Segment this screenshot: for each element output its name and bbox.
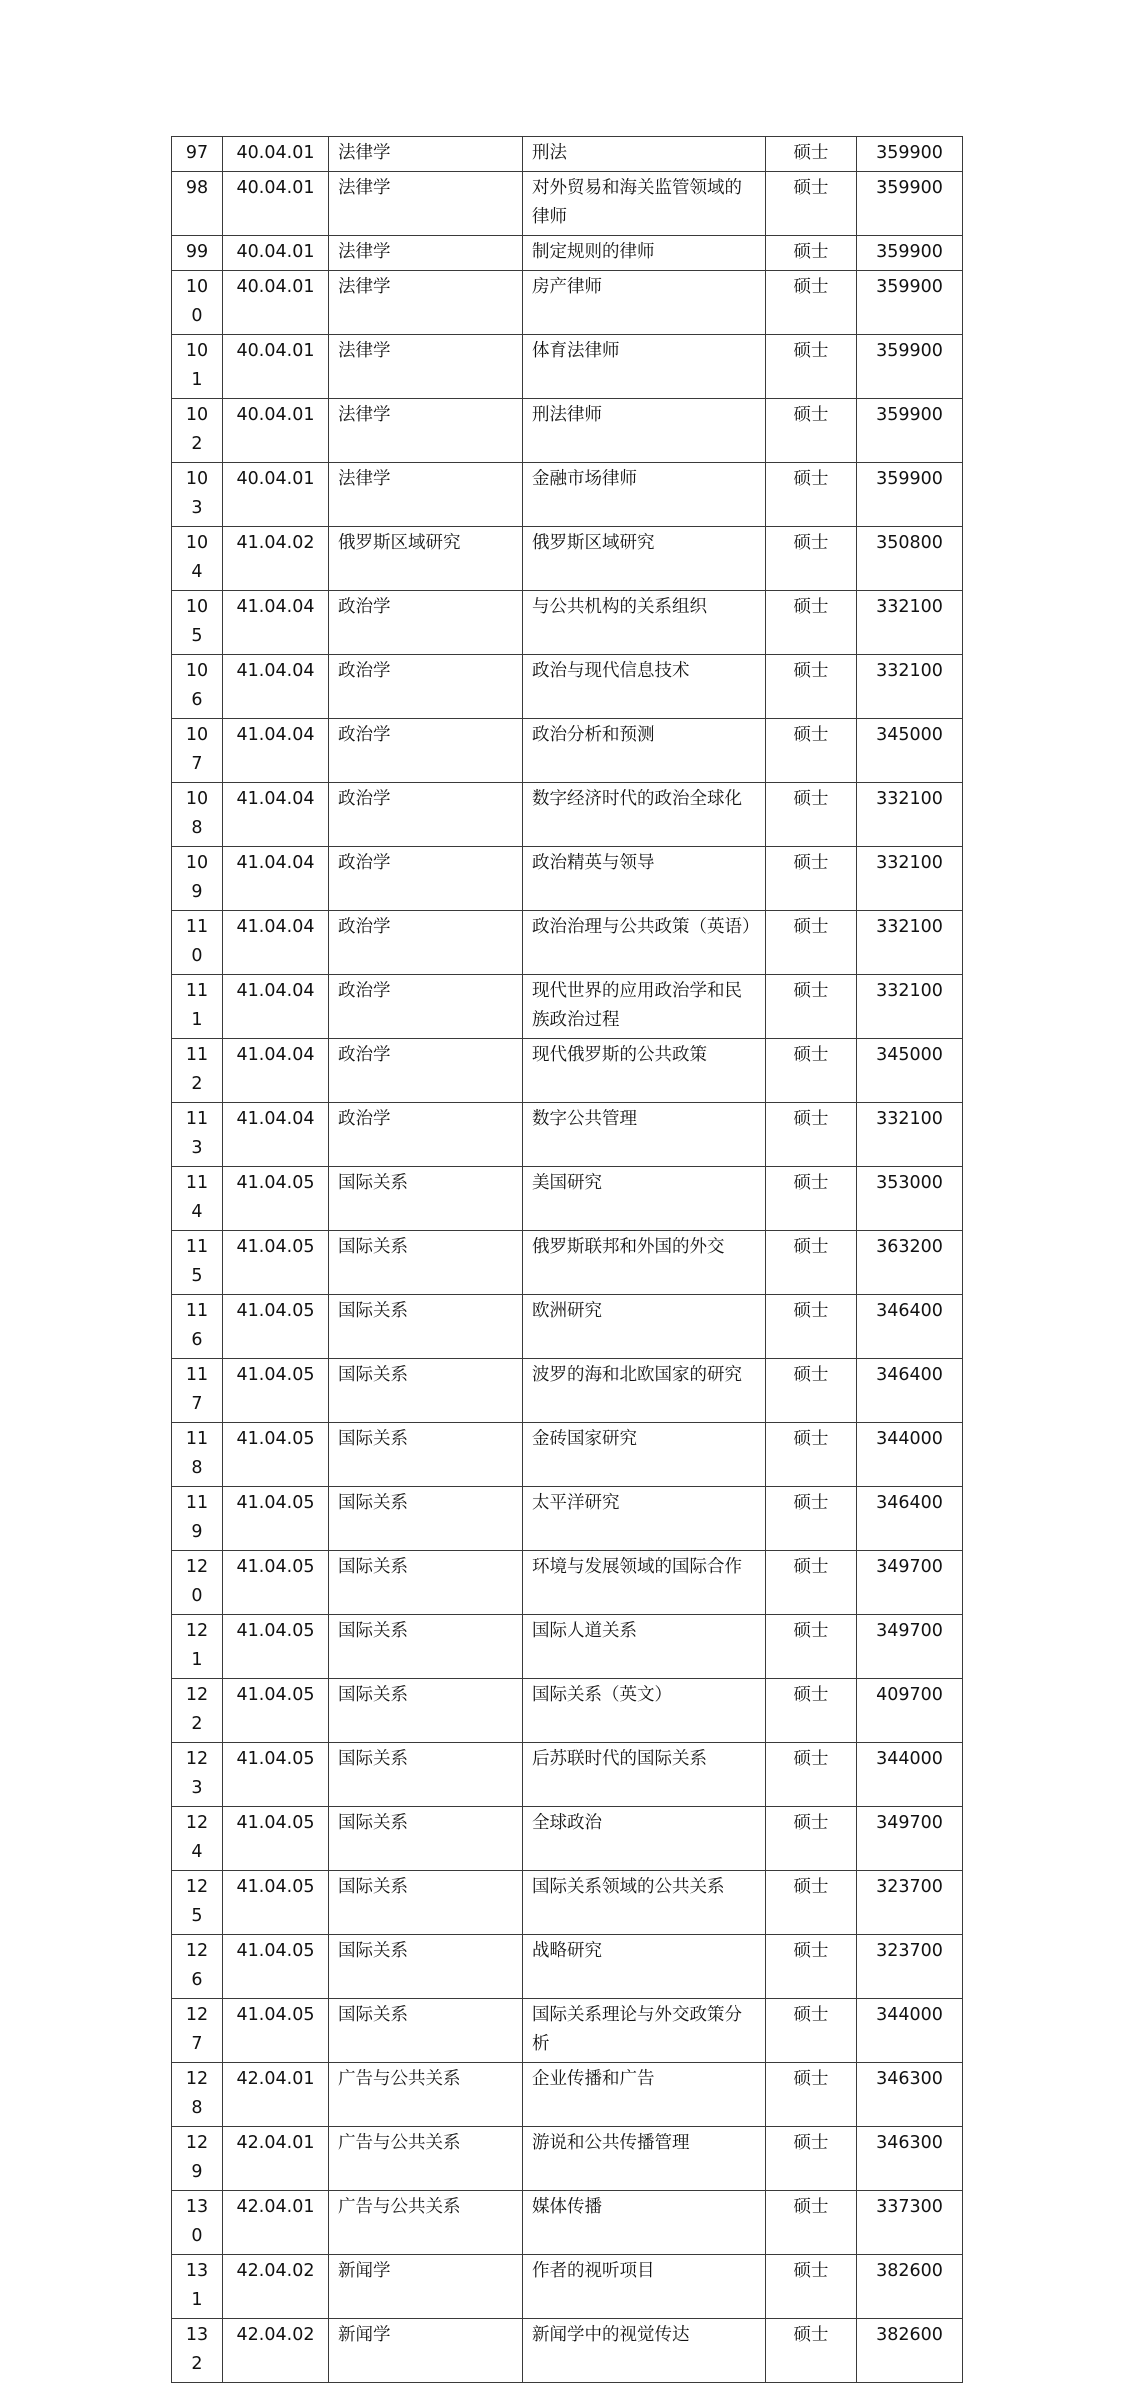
tuition-fee-cell: 345000: [857, 1039, 963, 1103]
degree-cell: 硕士: [766, 1615, 857, 1679]
row-number-cell: 120: [172, 1551, 223, 1615]
program-name-cell: 作者的视听项目: [523, 2255, 766, 2319]
row-number-cell: 132: [172, 2319, 223, 2383]
program-name-cell: 现代俄罗斯的公共政策: [523, 1039, 766, 1103]
major-code-cell: 40.04.01: [223, 236, 329, 271]
major-code-cell: 41.04.05: [223, 1231, 329, 1295]
table-row: [172, 1807, 963, 1871]
tuition-fee-cell: 350800: [857, 527, 963, 591]
major-name-cell: 新闻学: [329, 2319, 523, 2383]
row-number-cell: 109: [172, 847, 223, 911]
major-code-cell: 41.04.04: [223, 783, 329, 847]
degree-cell: 硕士: [766, 1423, 857, 1487]
major-name-cell: 政治学: [329, 1039, 523, 1103]
major-code-cell: 41.04.04: [223, 911, 329, 975]
row-number-cell: 127: [172, 1999, 223, 2063]
degree-cell: 硕士: [766, 847, 857, 911]
table-row: [172, 1615, 963, 1679]
major-code-cell: 41.04.02: [223, 527, 329, 591]
program-name-cell: 俄罗斯联邦和外国的外交: [523, 1231, 766, 1295]
program-name-cell: 俄罗斯区域研究: [523, 527, 766, 591]
row-number-cell: 126: [172, 1935, 223, 1999]
table-row: [172, 975, 963, 1039]
row-number-cell: 123: [172, 1743, 223, 1807]
program-name-cell: 刑法: [523, 137, 766, 172]
major-code-cell: 40.04.01: [223, 463, 329, 527]
tuition-fee-cell: 359900: [857, 236, 963, 271]
degree-cell: 硕士: [766, 1871, 857, 1935]
major-code-cell: 42.04.02: [223, 2255, 329, 2319]
major-name-cell: 国际关系: [329, 1359, 523, 1423]
major-code-cell: 41.04.04: [223, 655, 329, 719]
table-row: [172, 591, 963, 655]
degree-cell: 硕士: [766, 1807, 857, 1871]
major-code-cell: 41.04.05: [223, 1807, 329, 1871]
tuition-fee-cell: 349700: [857, 1615, 963, 1679]
major-code-cell: 41.04.04: [223, 975, 329, 1039]
major-code-cell: 41.04.05: [223, 1615, 329, 1679]
degree-cell: 硕士: [766, 137, 857, 172]
table-row: [172, 2319, 963, 2383]
major-code-cell: 41.04.05: [223, 1295, 329, 1359]
major-name-cell: 新闻学: [329, 2255, 523, 2319]
program-name-cell: 战略研究: [523, 1935, 766, 1999]
major-name-cell: 政治学: [329, 911, 523, 975]
major-code-cell: 41.04.05: [223, 1679, 329, 1743]
row-number-cell: 125: [172, 1871, 223, 1935]
table-row: [172, 463, 963, 527]
major-name-cell: 国际关系: [329, 1295, 523, 1359]
major-name-cell: 政治学: [329, 1103, 523, 1167]
tuition-fee-cell: 353000: [857, 1167, 963, 1231]
program-name-cell: 新闻学中的视觉传达: [523, 2319, 766, 2383]
table-row: [172, 1231, 963, 1295]
table-row: [172, 911, 963, 975]
row-number-cell: 122: [172, 1679, 223, 1743]
row-number-cell: 119: [172, 1487, 223, 1551]
tuition-fee-cell: 332100: [857, 911, 963, 975]
table-row: [172, 137, 963, 172]
degree-cell: 硕士: [766, 591, 857, 655]
tuition-fee-cell: 345000: [857, 719, 963, 783]
tuition-fee-cell: 323700: [857, 1871, 963, 1935]
row-number-cell: 112: [172, 1039, 223, 1103]
major-code-cell: 41.04.05: [223, 1487, 329, 1551]
degree-cell: 硕士: [766, 2319, 857, 2383]
major-code-cell: 41.04.04: [223, 719, 329, 783]
major-name-cell: 广告与公共关系: [329, 2127, 523, 2191]
major-code-cell: 42.04.01: [223, 2063, 329, 2127]
major-code-cell: 42.04.01: [223, 2127, 329, 2191]
program-name-cell: 现代世界的应用政治学和民族政治过程: [523, 975, 766, 1039]
tuition-fee-cell: 359900: [857, 463, 963, 527]
table-row: [172, 1743, 963, 1807]
major-code-cell: 41.04.05: [223, 1743, 329, 1807]
major-name-cell: 法律学: [329, 137, 523, 172]
major-name-cell: 法律学: [329, 236, 523, 271]
table-row: [172, 655, 963, 719]
major-code-cell: 41.04.04: [223, 591, 329, 655]
major-name-cell: 国际关系: [329, 1487, 523, 1551]
table-row: [172, 1551, 963, 1615]
major-name-cell: 法律学: [329, 335, 523, 399]
degree-cell: 硕士: [766, 1551, 857, 1615]
program-name-cell: 金砖国家研究: [523, 1423, 766, 1487]
major-code-cell: 41.04.04: [223, 1039, 329, 1103]
degree-cell: 硕士: [766, 1231, 857, 1295]
table-row: [172, 399, 963, 463]
tuition-fee-cell: 359900: [857, 335, 963, 399]
major-name-cell: 国际关系: [329, 1423, 523, 1487]
degree-cell: 硕士: [766, 1487, 857, 1551]
degree-cell: 硕士: [766, 1295, 857, 1359]
table-row: [172, 271, 963, 335]
table-row: [172, 172, 963, 236]
major-code-cell: 41.04.05: [223, 1935, 329, 1999]
major-code-cell: 40.04.01: [223, 137, 329, 172]
row-number-cell: 101: [172, 335, 223, 399]
major-name-cell: 政治学: [329, 591, 523, 655]
table-row: [172, 1359, 963, 1423]
degree-cell: 硕士: [766, 1743, 857, 1807]
major-name-cell: 国际关系: [329, 1999, 523, 2063]
table-row: [172, 1423, 963, 1487]
major-code-cell: 41.04.05: [223, 1167, 329, 1231]
tuition-fee-cell: 337300: [857, 2191, 963, 2255]
tuition-fee-cell: 332100: [857, 847, 963, 911]
program-name-cell: 制定规则的律师: [523, 236, 766, 271]
tuition-fee-cell: 332100: [857, 975, 963, 1039]
row-number-cell: 111: [172, 975, 223, 1039]
tuition-fee-cell: 332100: [857, 655, 963, 719]
major-name-cell: 政治学: [329, 975, 523, 1039]
row-number-cell: 108: [172, 783, 223, 847]
major-name-cell: 法律学: [329, 172, 523, 236]
major-code-cell: 41.04.04: [223, 847, 329, 911]
row-number-cell: 128: [172, 2063, 223, 2127]
degree-cell: 硕士: [766, 1167, 857, 1231]
row-number-cell: 97: [172, 137, 223, 172]
tuition-fee-cell: 332100: [857, 591, 963, 655]
table-row: [172, 1871, 963, 1935]
degree-cell: 硕士: [766, 911, 857, 975]
row-number-cell: 100: [172, 271, 223, 335]
degree-cell: 硕士: [766, 783, 857, 847]
program-name-cell: 政治与现代信息技术: [523, 655, 766, 719]
program-name-cell: 数字经济时代的政治全球化: [523, 783, 766, 847]
row-number-cell: 103: [172, 463, 223, 527]
program-name-cell: 太平洋研究: [523, 1487, 766, 1551]
program-name-cell: 政治分析和预测: [523, 719, 766, 783]
row-number-cell: 98: [172, 172, 223, 236]
major-code-cell: 42.04.02: [223, 2319, 329, 2383]
table-row: [172, 1487, 963, 1551]
degree-cell: 硕士: [766, 655, 857, 719]
program-name-cell: 波罗的海和北欧国家的研究: [523, 1359, 766, 1423]
major-code-cell: 40.04.01: [223, 172, 329, 236]
major-code-cell: 40.04.01: [223, 335, 329, 399]
program-name-cell: 美国研究: [523, 1167, 766, 1231]
tuition-fee-cell: 359900: [857, 137, 963, 172]
row-number-cell: 115: [172, 1231, 223, 1295]
major-name-cell: 国际关系: [329, 1615, 523, 1679]
major-name-cell: 国际关系: [329, 1935, 523, 1999]
table-row: [172, 1679, 963, 1743]
program-name-cell: 媒体传播: [523, 2191, 766, 2255]
major-name-cell: 国际关系: [329, 1551, 523, 1615]
major-code-cell: 41.04.04: [223, 1103, 329, 1167]
major-name-cell: 国际关系: [329, 1807, 523, 1871]
degree-cell: 硕士: [766, 463, 857, 527]
major-name-cell: 政治学: [329, 719, 523, 783]
program-name-cell: 体育法律师: [523, 335, 766, 399]
degree-cell: 硕士: [766, 399, 857, 463]
tuition-fee-cell: 346400: [857, 1295, 963, 1359]
program-name-cell: 国际关系理论与外交政策分析: [523, 1999, 766, 2063]
row-number-cell: 118: [172, 1423, 223, 1487]
table-body: [172, 137, 963, 2383]
program-name-cell: 欧洲研究: [523, 1295, 766, 1359]
program-name-cell: 刑法律师: [523, 399, 766, 463]
table-row: [172, 783, 963, 847]
degree-cell: 硕士: [766, 335, 857, 399]
row-number-cell: 129: [172, 2127, 223, 2191]
tuition-fee-cell: 359900: [857, 399, 963, 463]
table-row: [172, 2063, 963, 2127]
row-number-cell: 117: [172, 1359, 223, 1423]
table-row: [172, 335, 963, 399]
row-number-cell: 113: [172, 1103, 223, 1167]
tuition-fee-cell: 344000: [857, 1743, 963, 1807]
tuition-fee-cell: 323700: [857, 1935, 963, 1999]
table-row: [172, 1999, 963, 2063]
row-number-cell: 106: [172, 655, 223, 719]
degree-cell: 硕士: [766, 271, 857, 335]
tuition-fee-cell: 346300: [857, 2127, 963, 2191]
row-number-cell: 124: [172, 1807, 223, 1871]
table-row: [172, 2255, 963, 2319]
table-row: [172, 1103, 963, 1167]
degree-cell: 硕士: [766, 975, 857, 1039]
program-name-cell: 企业传播和广告: [523, 2063, 766, 2127]
tuition-fee-cell: 332100: [857, 1103, 963, 1167]
row-number-cell: 104: [172, 527, 223, 591]
major-code-cell: 42.04.01: [223, 2191, 329, 2255]
table-row: [172, 719, 963, 783]
row-number-cell: 114: [172, 1167, 223, 1231]
program-name-cell: 房产律师: [523, 271, 766, 335]
degree-cell: 硕士: [766, 2127, 857, 2191]
major-code-cell: 41.04.05: [223, 1551, 329, 1615]
tuition-fee-cell: 349700: [857, 1551, 963, 1615]
table-row: [172, 1039, 963, 1103]
major-code-cell: 41.04.05: [223, 1359, 329, 1423]
table-row: [172, 1295, 963, 1359]
degree-cell: 硕士: [766, 2191, 857, 2255]
program-name-cell: 与公共机构的关系组织: [523, 591, 766, 655]
major-name-cell: 广告与公共关系: [329, 2191, 523, 2255]
tuition-fee-cell: 382600: [857, 2319, 963, 2383]
table-row: [172, 847, 963, 911]
tuition-fee-cell: 332100: [857, 783, 963, 847]
major-code-cell: 41.04.05: [223, 1871, 329, 1935]
degree-cell: 硕士: [766, 1935, 857, 1999]
major-name-cell: 国际关系: [329, 1231, 523, 1295]
major-code-cell: 41.04.05: [223, 1999, 329, 2063]
tuition-fee-cell: 346300: [857, 2063, 963, 2127]
tuition-fee-cell: 346400: [857, 1487, 963, 1551]
program-name-cell: 全球政治: [523, 1807, 766, 1871]
major-name-cell: 广告与公共关系: [329, 2063, 523, 2127]
tuition-fee-cell: 359900: [857, 271, 963, 335]
program-name-cell: 金融市场律师: [523, 463, 766, 527]
row-number-cell: 99: [172, 236, 223, 271]
major-name-cell: 政治学: [329, 783, 523, 847]
degree-cell: 硕士: [766, 2063, 857, 2127]
major-name-cell: 法律学: [329, 271, 523, 335]
program-name-cell: 游说和公共传播管理: [523, 2127, 766, 2191]
table-row: [172, 236, 963, 271]
table-row: [172, 1935, 963, 1999]
major-name-cell: 国际关系: [329, 1679, 523, 1743]
major-name-cell: 政治学: [329, 655, 523, 719]
degree-cell: 硕士: [766, 1039, 857, 1103]
degree-cell: 硕士: [766, 1359, 857, 1423]
tuition-fee-cell: 344000: [857, 1999, 963, 2063]
program-name-cell: 环境与发展领域的国际合作: [523, 1551, 766, 1615]
degree-cell: 硕士: [766, 236, 857, 271]
program-name-cell: 国际人道关系: [523, 1615, 766, 1679]
degree-cell: 硕士: [766, 1103, 857, 1167]
table-row: [172, 527, 963, 591]
program-name-cell: 后苏联时代的国际关系: [523, 1743, 766, 1807]
program-fee-table: [171, 136, 963, 2383]
program-name-cell: 国际关系（英文）: [523, 1679, 766, 1743]
tuition-fee-cell: 382600: [857, 2255, 963, 2319]
major-name-cell: 法律学: [329, 399, 523, 463]
program-name-cell: 对外贸易和海关监管领域的律师: [523, 172, 766, 236]
program-name-cell: 国际关系领域的公共关系: [523, 1871, 766, 1935]
tuition-fee-cell: 344000: [857, 1423, 963, 1487]
row-number-cell: 130: [172, 2191, 223, 2255]
major-code-cell: 40.04.01: [223, 399, 329, 463]
program-name-cell: 数字公共管理: [523, 1103, 766, 1167]
row-number-cell: 110: [172, 911, 223, 975]
tuition-fee-cell: 409700: [857, 1679, 963, 1743]
table-row: [172, 2191, 963, 2255]
degree-cell: 硕士: [766, 527, 857, 591]
tuition-fee-cell: 359900: [857, 172, 963, 236]
row-number-cell: 121: [172, 1615, 223, 1679]
program-name-cell: 政治治理与公共政策（英语）: [523, 911, 766, 975]
major-code-cell: 41.04.05: [223, 1423, 329, 1487]
tuition-fee-cell: 349700: [857, 1807, 963, 1871]
program-name-cell: 政治精英与领导: [523, 847, 766, 911]
degree-cell: 硕士: [766, 2255, 857, 2319]
row-number-cell: 116: [172, 1295, 223, 1359]
tuition-fee-cell: 346400: [857, 1359, 963, 1423]
tuition-fee-cell: 363200: [857, 1231, 963, 1295]
major-name-cell: 政治学: [329, 847, 523, 911]
major-code-cell: 40.04.01: [223, 271, 329, 335]
degree-cell: 硕士: [766, 172, 857, 236]
table-row: [172, 1167, 963, 1231]
degree-cell: 硕士: [766, 719, 857, 783]
major-name-cell: 俄罗斯区域研究: [329, 527, 523, 591]
major-name-cell: 法律学: [329, 463, 523, 527]
row-number-cell: 105: [172, 591, 223, 655]
degree-cell: 硕士: [766, 1999, 857, 2063]
major-name-cell: 国际关系: [329, 1871, 523, 1935]
table-row: [172, 2127, 963, 2191]
row-number-cell: 107: [172, 719, 223, 783]
row-number-cell: 102: [172, 399, 223, 463]
major-name-cell: 国际关系: [329, 1167, 523, 1231]
row-number-cell: 131: [172, 2255, 223, 2319]
major-name-cell: 国际关系: [329, 1743, 523, 1807]
degree-cell: 硕士: [766, 1679, 857, 1743]
